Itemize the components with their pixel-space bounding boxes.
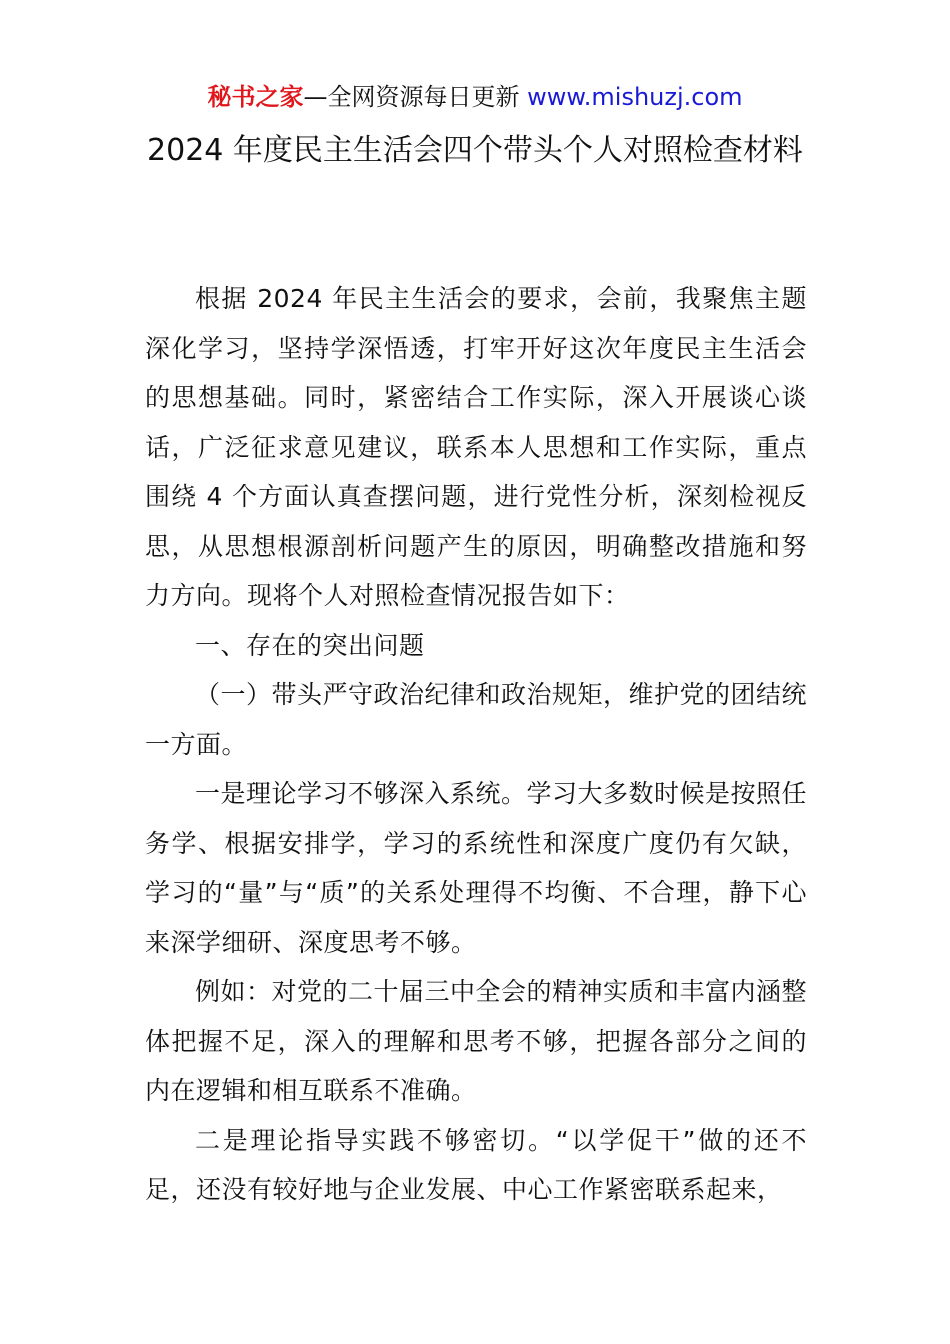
site-url-link[interactable]: www.mishuzj.com — [527, 83, 743, 111]
header-tagline: —全网资源每日更新 — [303, 83, 528, 111]
document-title: 2024 年度民主生活会四个带头个人对照检查材料 — [147, 133, 803, 168]
intro-paragraph: 根据 2024 年民主生活会的要求，会前，我聚焦主题深化学习，坚持学深悟透，打牢开好这次年度民主生活会的思想基础。同时，紧密结合工作实际，深入开展谈心谈话，广泛征求意见建议，联系本人思想和工作实际，重点围绕 4 个方面认真查摆问题，进行党性分析，深刻检视反思，从思想根源剖析问题产生的原因，明确整改措施和努力方向。现将个人对照检查情况报告如下： — [145, 284, 807, 610]
body-paragraph: 二是理论指导实践不够密切。“以学促干”做的还不足，还没有较好地与企业发展、中心工作紧密联系起来， — [145, 1125, 807, 1204]
document-body — [145, 274, 807, 1215]
section-heading: 一、存在的突出问题 — [195, 630, 425, 660]
subsection-heading: （一）带头严守政治纪律和政治规矩，维护党的团结统一方面。 — [145, 680, 808, 759]
body-paragraph: 一是理论学习不够深入系统。学习大多数时候是按照任务学、根据安排学，学习的系统性和深度广度仍有欠缺，学习的“量”与“质”的关系处理得不均衡、不合理，静下心来深学细研、深度思考不够。 — [145, 779, 808, 957]
brand-name: 秘书之家 — [207, 83, 304, 111]
site-header — [0, 80, 950, 114]
body-paragraph: 例如：对党的二十届三中全会的精神实质和丰富内涵整体把握不足，深入的理解和思考不够，把握各部分之间的内在逻辑和相互联系不准确。 — [145, 977, 808, 1105]
